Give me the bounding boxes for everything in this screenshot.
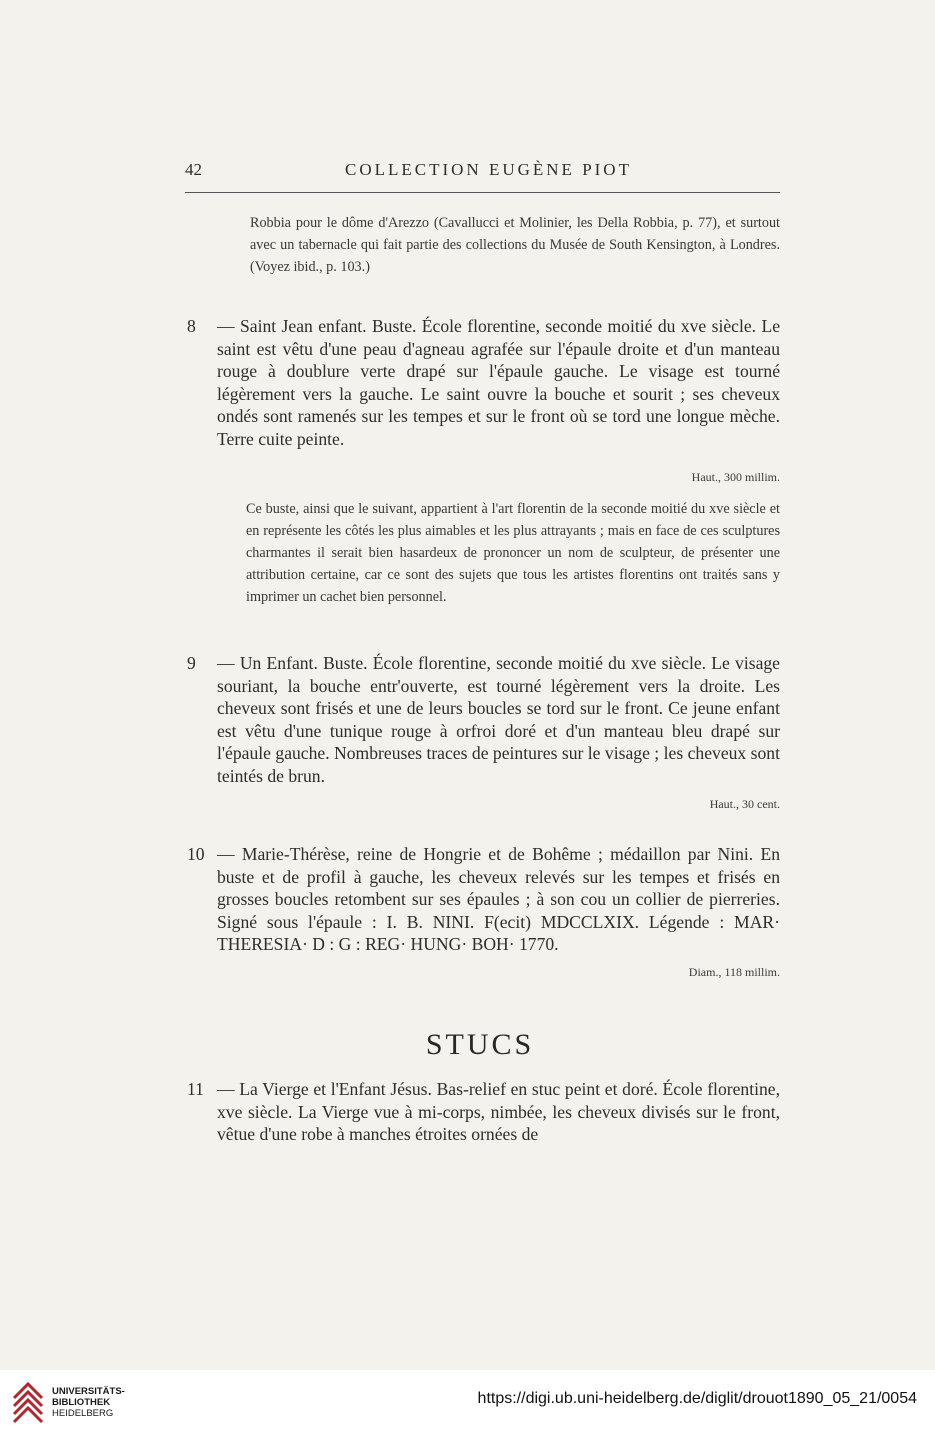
university-logo-text: [52, 1386, 125, 1419]
entry-number: 9: [187, 653, 196, 673]
entry-8: [187, 315, 780, 450]
viewer-footer: [0, 1370, 935, 1436]
logo-line: BIBLIOTHEK: [52, 1397, 111, 1408]
section-heading: STUCS: [425, 1028, 535, 1061]
entry-number: 11: [187, 1079, 204, 1099]
page-number: 42: [185, 160, 202, 179]
entry-text: — Marie-Thérèse, reine de Hongrie et de Bohême ; médaillon par Nini. En buste et de profil à gauche, les cheveux relevés sur les tempes et frisés en grosses boucles retombent sur ses épaules ; à son cou un collier de pierreries. Signé sous l'épaule : I. B. NINI. F(ecit) MDCCLXIX. Légende : MAR· THERESIA· D : G : REG· HUNG· BOH· 1770.: [217, 844, 780, 954]
entry-note: Ce buste, ainsi que le suivant, appartient à l'art florentin de la seconde moitié du xve siècle et en représente les côtés les plus aimables et les plus attrayants ; mais en face de ces sculptures charmantes il serait bien hasardeux de prononcer un nom de sculpteur, de présenter une attribution certaine, car ce sont des sujets que tous les artistes florentins ont traités sans y imprimer un cachet bien personnel.: [246, 501, 780, 605]
document-url-link[interactable]: https://digi.ub.uni-heidelberg.de/diglit/drouot1890_05_21/0054: [477, 1390, 917, 1407]
entry-10: [187, 843, 780, 956]
entry-dimension: Haut., 300 millim.: [691, 470, 780, 484]
entry-dimension: Haut., 30 cent.: [709, 797, 780, 811]
university-logo-icon: [10, 1378, 46, 1426]
entry-dimension: Diam., 118 millim.: [688, 965, 780, 979]
running-title: COLLECTION EUGÈNE PIOT: [345, 160, 632, 179]
entry-number: 10: [187, 844, 205, 864]
logo-line: UNIVERSITÄTS-: [52, 1386, 125, 1397]
entry-9: [187, 652, 780, 787]
header-rule: [185, 192, 780, 193]
page-header: [185, 160, 780, 182]
entry-number: 8: [187, 316, 196, 336]
footnote-top: Robbia pour le dôme d'Arezzo (Cavallucci et Molinier, les Della Robbia, p. 77), et surtout avec un tabernacle qui fait partie des collections du Musée de South Kensington, à Londres. (Voyez ibid., p. 103.): [250, 215, 780, 275]
entry-text: — Un Enfant. Buste. École florentine, seconde moitié du xve siècle. Le visage souriant, la bouche entr'ouverte, est tourné légèrement vers la droite. Les cheveux sont frisés et une de leurs boucles se tord sur le front. Ce jeune enfant est vêtu d'une tunique rouge à orfroi doré et d'un manteau bleu drapé sur l'épaule gauche. Nombreuses traces de peintures sur le visage ; les cheveux sont teintés de brun.: [217, 653, 780, 786]
entry-11: [187, 1078, 780, 1146]
entry-text: — La Vierge et l'Enfant Jésus. Bas-relief en stuc peint et doré. École florentine, xve siècle. La Vierge vue à mi-corps, nimbée, les cheveux divisés sur le front, vêtue d'une robe à manches étroites ornées de: [217, 1079, 780, 1144]
logo-line: HEIDELBERG: [52, 1408, 114, 1419]
entry-text: — Saint Jean enfant. Buste. École florentine, seconde moitié du xve siècle. Le saint est vêtu d'une peau d'agneau agrafée sur l'épaule droite et d'un manteau rouge à doublure verte drapé sur l'épaule gauche. Le visage est tourné légèrement vers la gauche. Le saint ouvre la bouche et sourit ; ses cheveux ondés sont ramenés sur les tempes et sur le front où se tord une longue mèche. Terre cuite peinte.: [217, 316, 780, 449]
